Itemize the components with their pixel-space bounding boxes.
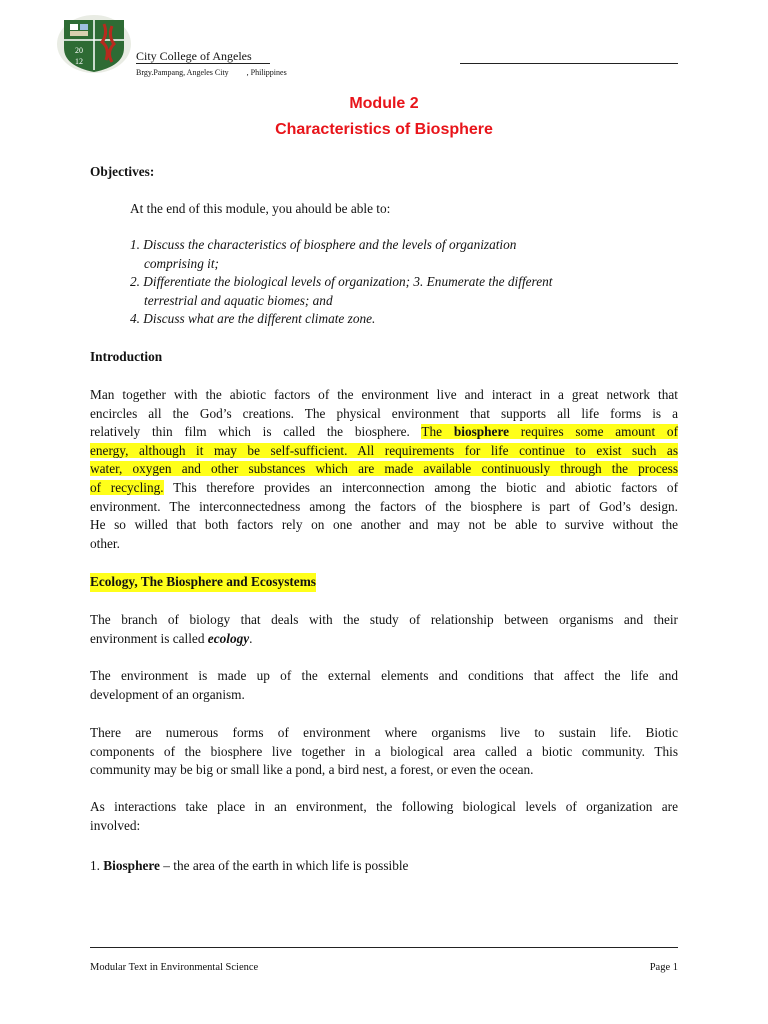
page-number: Page 1 bbox=[649, 962, 678, 973]
ecology-heading: Ecology, The Biosphere and Ecosystems bbox=[90, 573, 316, 592]
level-term: Biosphere bbox=[103, 858, 160, 873]
module-title: Characteristics of Biosphere bbox=[275, 121, 493, 138]
intro-line: relatively thin film which is called the biosphere. The biosphere requires some amount of bbox=[90, 424, 678, 440]
intro-line bbox=[90, 442, 678, 461]
intro-line: environment. The interconnectedness among the factors of the biosphere is part of God’s design. bbox=[90, 498, 678, 514]
objectives-lead: At the end of this module, you ahould be able to: bbox=[130, 201, 391, 216]
module-label: Module 2 bbox=[349, 95, 419, 112]
address-right: , Philippines bbox=[246, 68, 287, 77]
address-left: Brgy.Pampang, Angeles City bbox=[136, 68, 229, 77]
level-item-biosphere: 1. Biosphere – the area of the earth in which life is possible bbox=[90, 858, 409, 873]
objective-line: 2. Differentiate the biological levels of organization; 3. Enumerate the different bbox=[130, 274, 553, 290]
header-rule-right bbox=[460, 63, 678, 64]
intro-line: encircles all the God’s creations. The physical environment that supports all life forms is a bbox=[90, 405, 678, 421]
ecology-definition-paragraph: The branch of biology that deals with the study of relationship between organisms and their environment is called ecology. bbox=[90, 612, 678, 646]
objective-line: 1. Discuss the characteristics of biosphere and the levels of organization bbox=[130, 237, 517, 252]
objective-item bbox=[130, 310, 650, 329]
logo-year-bottom: 12 bbox=[75, 57, 83, 66]
objectives-list bbox=[130, 236, 650, 329]
college-name: City College of Angeles bbox=[136, 49, 252, 63]
intro-line: He so willed that both factors rely on one another and may not be able to survive without the bbox=[90, 517, 678, 533]
college-logo bbox=[56, 14, 132, 74]
biosphere-term: biosphere bbox=[453, 424, 510, 440]
intro-line: Man together with the abiotic factors of the environment live and interact in a great network that bbox=[90, 387, 678, 402]
environment-forms-paragraph: There are numerous forms of environment where organisms live to sustain life. Biotic components of the biosphere live together in a biological area called a biotic community. This community may be big or small like a pond, a bird nest, a forest, or even the ocean. bbox=[90, 725, 678, 778]
intro-line: of recycling. This therefore provides an interconnection among the biotic and abiotic factors of bbox=[90, 479, 678, 495]
interactions-paragraph: As interactions take place in an environment, the following biological levels of organization are involved: bbox=[90, 799, 678, 833]
logo-year-top: 20 bbox=[75, 46, 83, 55]
highlighted-text: of recycling. bbox=[90, 479, 164, 495]
college-address bbox=[136, 68, 287, 77]
objective-item bbox=[130, 273, 650, 310]
footer-text: Modular Text in Environmental Science bbox=[90, 962, 259, 973]
highlighted-text: The biosphere requires some amount of bbox=[421, 424, 678, 440]
introduction-paragraph bbox=[90, 386, 678, 553]
objective-line-cont: terrestrial and aquatic biomes; and bbox=[144, 292, 333, 308]
intro-line bbox=[90, 460, 678, 479]
objective-item bbox=[130, 236, 650, 273]
introduction-heading: Introduction bbox=[90, 349, 163, 364]
objective-line-cont: comprising it; bbox=[144, 255, 219, 271]
intro-line: other. bbox=[90, 535, 120, 551]
highlighted-text: water, oxygen and other substances which are made available continuously through the process bbox=[90, 461, 678, 477]
objective-line: 4. Discuss what are the different climate zone. bbox=[130, 311, 376, 327]
objectives-heading: Objectives: bbox=[90, 164, 155, 179]
environment-paragraph: The environment is made up of the external elements and conditions that affect the life and development of an organism. bbox=[90, 668, 678, 702]
highlighted-text: energy, although it may be self-sufficient. All requirements for life continue to exist such as bbox=[90, 442, 678, 458]
ecology-term: ecology bbox=[207, 630, 250, 646]
footer-rule bbox=[90, 947, 678, 948]
